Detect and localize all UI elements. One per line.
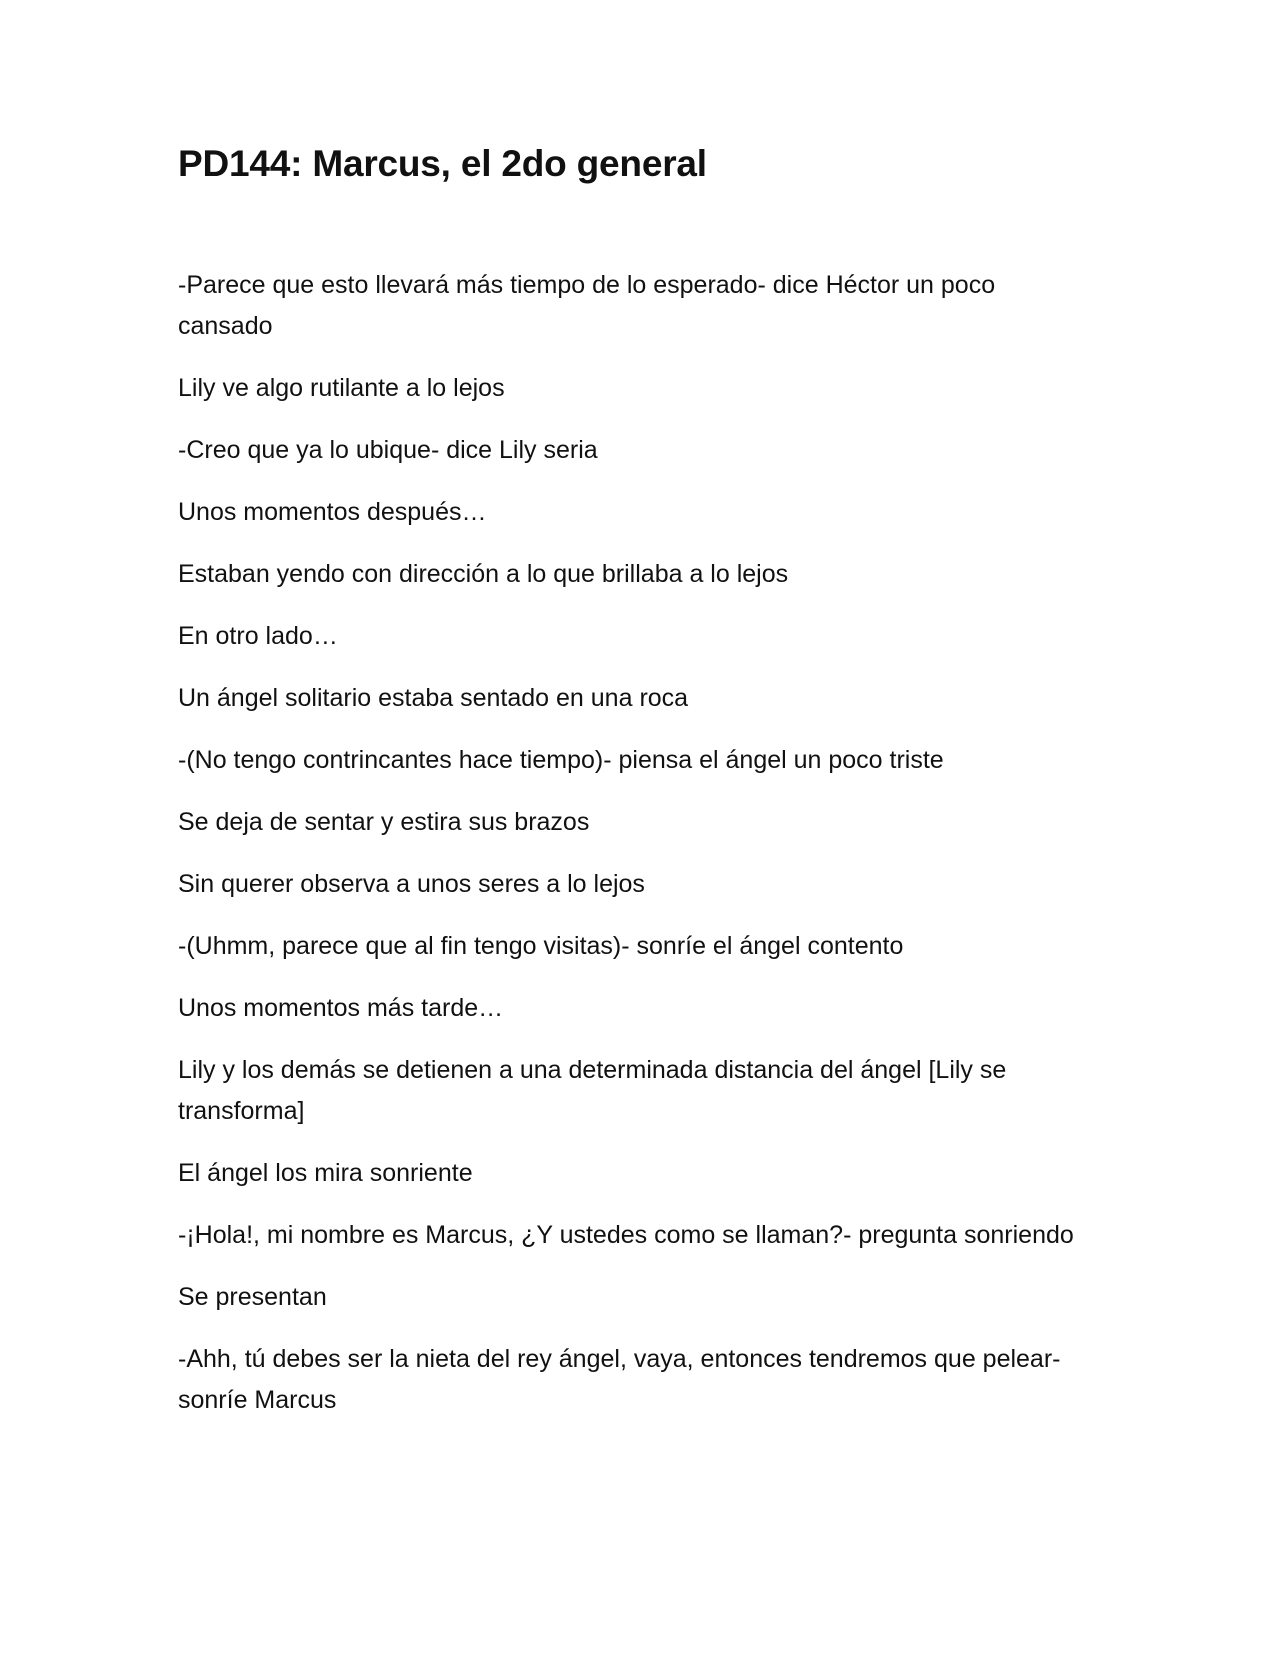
paragraph: El ángel los mira sonriente bbox=[178, 1159, 473, 1188]
paragraph: -(No tengo contrincantes hace tiempo)- piensa el ángel un poco triste bbox=[178, 746, 944, 775]
paragraph: Se deja de sentar y estira sus brazos bbox=[178, 808, 590, 837]
paragraph: Un ángel solitario estaba sentado en una roca bbox=[178, 684, 689, 713]
paragraph: Lily y los demás se detienen a una determinada distancia del ángel [Lily se transforma] bbox=[178, 1056, 1007, 1126]
document-page bbox=[178, 140, 1078, 1442]
paragraph: Unos momentos después… bbox=[178, 498, 487, 527]
paragraph: Lily ve algo rutilante a lo lejos bbox=[178, 374, 505, 403]
paragraph: Estaban yendo con dirección a lo que brillaba a lo lejos bbox=[178, 560, 789, 589]
document-body bbox=[178, 265, 1078, 1421]
paragraph: -Creo que ya lo ubique- dice Lily seria bbox=[178, 436, 598, 465]
paragraph: Se presentan bbox=[178, 1283, 327, 1312]
paragraph: -¡Hola!, mi nombre es Marcus, ¿Y ustedes como se llaman?- pregunta sonriendo bbox=[178, 1221, 1074, 1250]
paragraph: Unos momentos más tarde… bbox=[178, 994, 504, 1023]
paragraph: En otro lado… bbox=[178, 622, 338, 651]
document-title: PD144: Marcus, el 2do general bbox=[178, 143, 707, 184]
paragraph: -Parece que esto llevará más tiempo de lo esperado- dice Héctor un poco cansado bbox=[178, 271, 996, 341]
paragraph: -(Uhmm, parece que al fin tengo visitas)- sonríe el ángel contento bbox=[178, 932, 904, 961]
paragraph: -Ahh, tú debes ser la nieta del rey ángel, vaya, entonces tendremos que pelear- sonríe Marcus bbox=[178, 1345, 1061, 1415]
paragraph: Sin querer observa a unos seres a lo lejos bbox=[178, 870, 645, 899]
